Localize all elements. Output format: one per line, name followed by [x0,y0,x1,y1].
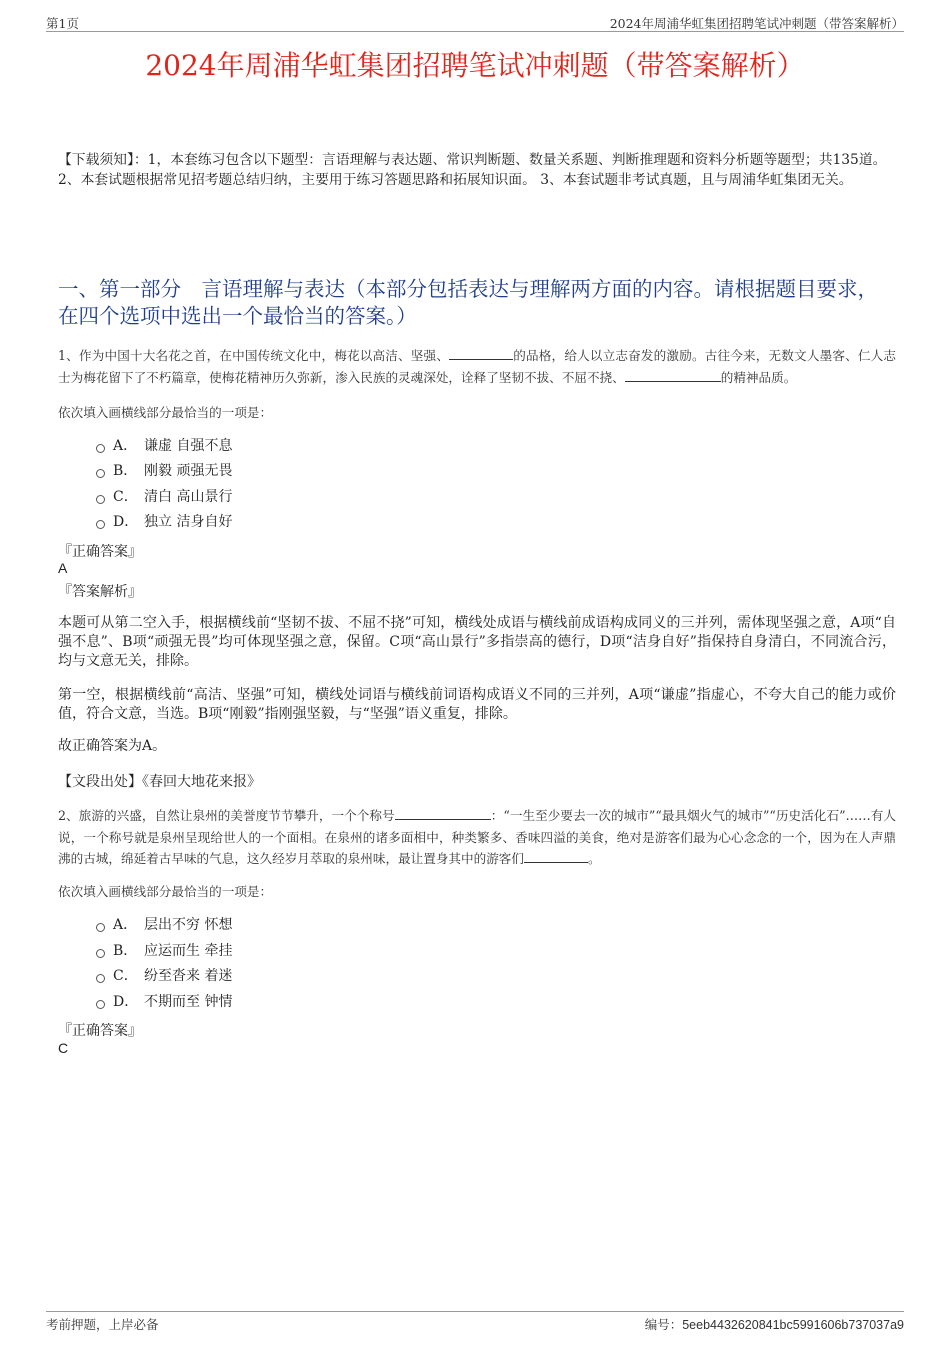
header-doc-title: 2024年周浦华虹集团招聘笔试冲刺题（带答案解析） [609,16,904,31]
footer-slogan: 考前押题，上岸必备 [46,1317,159,1332]
question-1-analysis-paragraph-1: 本题可从第二空入手，根据横线前“坚韧不拔、不屈不挠”可知，横线处成语与横线前成语构成同义的三并列，需体现坚强之意，A项“自强不息”、B项“顽强无畏”均可体现坚强之意，保留。C项“高山景行”多指崇高的德行，D项“洁身自好”指保持自身清白，不同流合污，均与文意无关，排除。 [58,615,896,669]
download-notice: 【下载须知】：1，本套练习包含以下题型：言语理解与表达题、常识判断题、数量关系题、判断推理题和资料分析题等题型；共135道。 2、本套试题根据常见招考题总结归纳，主要用于练习答题思路和拓展知识面。 3、本套试题非考试真题，且与周浦华虹集团无关。 [58,152,887,188]
radio-icon[interactable] [96,444,105,453]
question-1-analysis-paragraph-2: 第一空，根据横线前“高洁、坚强”可知，横线处词语与横线前词语构成语义不同的三并列，A项“谦虚”指虚心，不夸大自己的能力或价值，符合文意，当选。B项“刚毅”指刚强坚毅，与“坚强”语义重复，排除。 [58,687,896,722]
question-2-text-part-b: ：“一生至少要去一次的城市”“最具烟火气的城市”“历史活化石”……有人说，一个称号就是泉州呈现给世人的一个面相。在泉州的诸多面相中，种类繁多、香味四溢的美食，绝对是游客们最为心心念念的一个，因为在人声鼎沸的古城，绵延着古早味的气息，这久经岁月萃取的泉州味，最让置身其中的游客们 [58,808,896,866]
section-heading: 一、第一部分 言语理解与表达（本部分包括表达与理解两方面的内容。请根据题目要求，在四个选项中选出一个最恰当的答案。） [58,277,878,328]
header-divider [46,31,904,32]
question-1-answer: A [58,560,68,576]
option-letter: D． [113,514,139,530]
option-letter: A． [113,438,138,454]
option-text: 纷至沓来 着迷 [144,968,233,984]
page-title: 2024年周浦华虹集团招聘笔试冲刺题（带答案解析） [145,49,805,82]
option-text: 谦虚 自强不息 [144,438,233,454]
question-2-blank-2 [524,850,588,863]
footer-code-label: 编号： [644,1317,683,1332]
question-1-answer-label: 『正确答案』 [58,544,142,560]
footer-code-value: 5eeb4432620841bc5991606b737037a9 [682,1318,904,1332]
question-2-text-part-c: 。 [587,851,601,866]
option-letter: B． [113,943,138,959]
option-text: 不期而至 钟情 [144,994,233,1010]
question-2-text [58,805,896,870]
question-1-option-a[interactable] [96,436,232,456]
question-1-text-part-c: 的精神品质。 [720,369,797,385]
question-2-option-b[interactable] [96,941,232,961]
question-1-text [58,345,896,388]
question-2-text-part-a: 2、旅游的兴盛，自然让泉州的美誉度节节攀升，一个个称号 [58,808,395,823]
option-letter: C． [113,489,138,505]
question-1-source: 【文段出处】《春回大地花来报》 [58,774,261,790]
header-page-number: 第1页 [46,16,79,31]
question-1-option-c[interactable] [96,487,232,507]
option-text: 刚毅 顽强无畏 [144,463,233,479]
question-1-option-b[interactable] [96,461,232,481]
option-letter: C． [113,968,138,984]
question-1-text-part-a: 1、作为中国十大名花之首，在中国传统文化中，梅花以高洁、坚强、 [58,348,450,363]
question-1-analysis-conclusion: 故正确答案为A。 [58,738,167,754]
option-letter: B． [113,463,138,479]
question-2-option-a[interactable] [96,915,232,935]
option-text: 清白 高山景行 [144,489,233,505]
question-1-analysis-label: 『答案解析』 [58,584,142,600]
question-2-option-d[interactable] [96,992,232,1012]
option-text: 层出不穷 怀想 [144,917,233,933]
radio-icon[interactable] [96,469,105,478]
radio-icon[interactable] [96,949,105,958]
radio-icon[interactable] [96,974,105,983]
question-1-text-part-b: 的品格，给人以立志奋发的激励。古往今来，无数文人墨客、仁人志士为梅花留下了不朽篇章，使梅花精神历久弥新，渗入民族的灵魂深处，诠释了坚韧不拔、不屈不挠、 [58,348,897,385]
question-2-blank-1 [395,807,491,820]
question-2-prompt: 依次填入画横线部分最恰当的一项是： [58,884,273,899]
question-2-option-c[interactable] [96,966,232,986]
footer-code [645,1315,904,1333]
radio-icon[interactable] [96,923,105,932]
option-letter: D． [113,994,139,1010]
radio-icon[interactable] [96,495,105,504]
option-text: 独立 洁身自好 [144,514,233,530]
radio-icon[interactable] [96,520,105,529]
question-2-answer: C [58,1040,69,1056]
question-1-blank-2 [625,369,721,382]
option-letter: A． [113,917,138,933]
question-1-blank-1 [449,347,513,360]
footer-divider [46,1311,904,1312]
question-2-answer-label: 『正确答案』 [58,1023,142,1039]
question-1-option-d[interactable] [96,512,232,532]
radio-icon[interactable] [96,1000,105,1009]
question-1-prompt: 依次填入画横线部分最恰当的一项是： [58,405,273,420]
option-text: 应运而生 牵挂 [144,943,233,959]
